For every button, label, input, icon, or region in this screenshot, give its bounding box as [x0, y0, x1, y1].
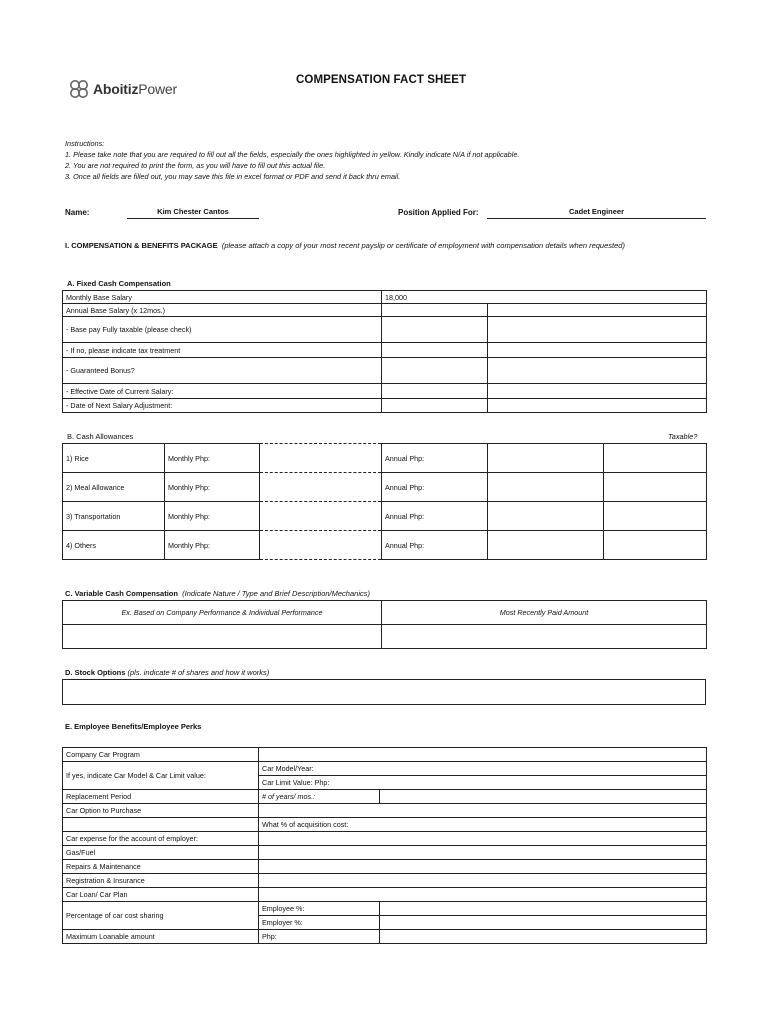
- value-cell[interactable]: [380, 790, 707, 804]
- annual-label: Annual Php:: [382, 473, 488, 502]
- row-label: Replacement Period: [63, 790, 259, 804]
- employee-pct-label: Employee %:: [259, 902, 380, 916]
- taxable-field[interactable]: [604, 473, 707, 502]
- annual-label: Annual Php:: [382, 502, 488, 531]
- annual-field[interactable]: [488, 531, 604, 560]
- row-label: - Guaranteed Bonus?: [63, 358, 382, 384]
- allowance-label: 4) Others: [63, 531, 165, 560]
- annual-field[interactable]: [488, 502, 604, 531]
- allowances-heading: B. Cash Allowances: [67, 432, 134, 441]
- value-cell[interactable]: [382, 399, 488, 413]
- fixed-cash-table: [62, 290, 707, 413]
- table-row: [63, 625, 707, 649]
- monthly-label: Monthly Php:: [165, 444, 260, 473]
- taxable-field[interactable]: [604, 531, 707, 560]
- instruction-line: 3. Once all fields are filled out, you may save this file in excel format or PDF and send it back thru email.: [65, 172, 401, 181]
- table-row: [63, 790, 707, 804]
- monthly-field[interactable]: [260, 444, 382, 473]
- employer-pct-label: Employer %:: [259, 916, 380, 930]
- table-row: [63, 930, 707, 944]
- allowance-label: 3) Transportation: [63, 502, 165, 531]
- acquisition-cost-field[interactable]: What % of acquisition cost:: [259, 818, 707, 832]
- column-header: Ex. Based on Company Performance & Individual Performance: [63, 601, 382, 625]
- years-label: # of years/ mos.:: [259, 790, 380, 804]
- table-row: [63, 874, 707, 888]
- variable-cash-heading: C. Variable Cash Compensation (Indicate Nature / Type and Brief Description/Mechanics): [65, 589, 370, 598]
- row-label: - Date of Next Salary Adjustment:: [63, 399, 382, 413]
- table-row: [63, 444, 707, 473]
- table-row: [63, 399, 707, 413]
- allowances-table: [62, 443, 707, 560]
- instruction-line: 2. You are not required to print the form, as you will have to fill out this actual file.: [65, 161, 326, 170]
- row-label: Percentage of car cost sharing: [63, 902, 259, 930]
- php-label: Php:: [259, 930, 380, 944]
- fixed-cash-heading: A. Fixed Cash Compensation: [67, 279, 171, 288]
- instructions-heading: Instructions:: [65, 139, 105, 148]
- benefits-table: [62, 747, 707, 944]
- value-cell[interactable]: [380, 916, 707, 930]
- position-label: Position Applied For:: [398, 208, 479, 217]
- value-cell[interactable]: [380, 902, 707, 916]
- variable-description-field[interactable]: [63, 625, 382, 649]
- value-cell[interactable]: [488, 384, 707, 399]
- instructions-block: [65, 138, 519, 182]
- table-row: [63, 832, 707, 846]
- value-cell[interactable]: [259, 888, 707, 902]
- benefits-heading: E. Employee Benefits/Employee Perks: [65, 722, 202, 731]
- table-row: [63, 291, 707, 304]
- table-row: [63, 304, 707, 317]
- value-cell[interactable]: [382, 317, 488, 343]
- annual-field[interactable]: [488, 473, 604, 502]
- value-cell[interactable]: [488, 399, 707, 413]
- stock-options-field[interactable]: [62, 679, 706, 705]
- variable-amount-field[interactable]: [382, 625, 707, 649]
- allowance-label: 2) Meal Allowance: [63, 473, 165, 502]
- aboitiz-swirl-icon: [68, 78, 90, 100]
- value-cell[interactable]: [380, 930, 707, 944]
- value-cell[interactable]: [259, 832, 707, 846]
- annual-label: Annual Php:: [382, 444, 488, 473]
- value-cell[interactable]: [259, 804, 707, 818]
- monthly-label: Monthly Php:: [165, 502, 260, 531]
- table-row: [63, 762, 707, 776]
- monthly-field[interactable]: [260, 473, 382, 502]
- monthly-field[interactable]: [260, 502, 382, 531]
- row-label: Monthly Base Salary: [63, 291, 382, 304]
- name-field[interactable]: Kim Chester Cantos: [127, 207, 259, 219]
- row-label: Repairs & Maintenance: [63, 860, 259, 874]
- stock-options-heading: D. Stock Options (pls. indicate # of shares and how it works): [65, 668, 270, 677]
- value-cell[interactable]: [382, 358, 488, 384]
- table-row: [63, 317, 707, 343]
- table-row: [63, 601, 707, 625]
- value-cell[interactable]: [382, 304, 488, 317]
- taxable-field[interactable]: [604, 444, 707, 473]
- value-cell[interactable]: [259, 860, 707, 874]
- value-cell[interactable]: [259, 748, 707, 762]
- value-cell[interactable]: [259, 874, 707, 888]
- table-row: [63, 343, 707, 358]
- value-cell[interactable]: [488, 317, 707, 343]
- taxable-field[interactable]: [604, 502, 707, 531]
- annual-field[interactable]: [488, 444, 604, 473]
- table-row: [63, 748, 707, 762]
- table-row: [63, 531, 707, 560]
- table-row: [63, 502, 707, 531]
- value-cell[interactable]: [259, 846, 707, 860]
- empty-label: [63, 818, 259, 832]
- variable-cash-table: [62, 600, 707, 649]
- value-cell[interactable]: [488, 304, 707, 317]
- table-row: [63, 358, 707, 384]
- row-label: Gas/Fuel: [63, 846, 259, 860]
- row-label: - Effective Date of Current Salary:: [63, 384, 382, 399]
- row-label: - If no, please indicate tax treatment: [63, 343, 382, 358]
- row-label: Registration & Insurance: [63, 874, 259, 888]
- row-label: Maximum Loanable amount: [63, 930, 259, 944]
- row-label: Car expense for the account of employer:: [63, 832, 259, 846]
- monthly-label: Monthly Php:: [165, 531, 260, 560]
- table-row: [63, 818, 707, 832]
- monthly-salary-field[interactable]: 18,000: [382, 291, 707, 304]
- row-label: If yes, indicate Car Model & Car Limit value:: [63, 762, 259, 790]
- value-cell[interactable]: [382, 384, 488, 399]
- name-label: Name:: [65, 208, 90, 217]
- table-row: [63, 888, 707, 902]
- car-model-field[interactable]: Car Model/Year:: [259, 762, 707, 776]
- company-logo: [68, 77, 198, 101]
- table-row: [63, 860, 707, 874]
- value-cell[interactable]: [488, 358, 707, 384]
- position-field[interactable]: Cadet Engineer: [487, 207, 706, 219]
- instruction-line: 1. Please take note that you are required to fill out all the fields, especially the ones highlighted in yellow. Kindly indicate N/A if not applicable.: [65, 150, 520, 159]
- value-cell[interactable]: [488, 343, 707, 358]
- allowance-label: 1) Rice: [63, 444, 165, 473]
- table-row: [63, 384, 707, 399]
- section-compensation-heading: I. COMPENSATION & BENEFITS PACKAGE (please attach a copy of your most recent payslip or certificate of employment with compensation details when requested): [65, 241, 625, 250]
- row-label: Annual Base Salary (x 12mos.): [63, 304, 382, 317]
- row-label: Car Option to Purchase: [63, 804, 259, 818]
- row-label: - Base pay Fully taxable (please check): [63, 317, 382, 343]
- row-label: Car Loan/ Car Plan: [63, 888, 259, 902]
- annual-label: Annual Php:: [382, 531, 488, 560]
- column-header: Most Recently Paid Amount: [382, 601, 707, 625]
- taxable-label: Taxable?: [668, 432, 698, 441]
- monthly-label: Monthly Php:: [165, 473, 260, 502]
- car-limit-field[interactable]: Car Limit Value: Php:: [259, 776, 707, 790]
- table-row: [63, 902, 707, 916]
- monthly-field[interactable]: [260, 531, 382, 560]
- value-cell[interactable]: [382, 343, 488, 358]
- page-title: COMPENSATION FACT SHEET: [296, 74, 467, 86]
- table-row: [63, 846, 707, 860]
- logo-text: AboitizPower: [93, 81, 177, 97]
- row-label: Company Car Program: [63, 748, 259, 762]
- table-row: [63, 804, 707, 818]
- table-row: [63, 473, 707, 502]
